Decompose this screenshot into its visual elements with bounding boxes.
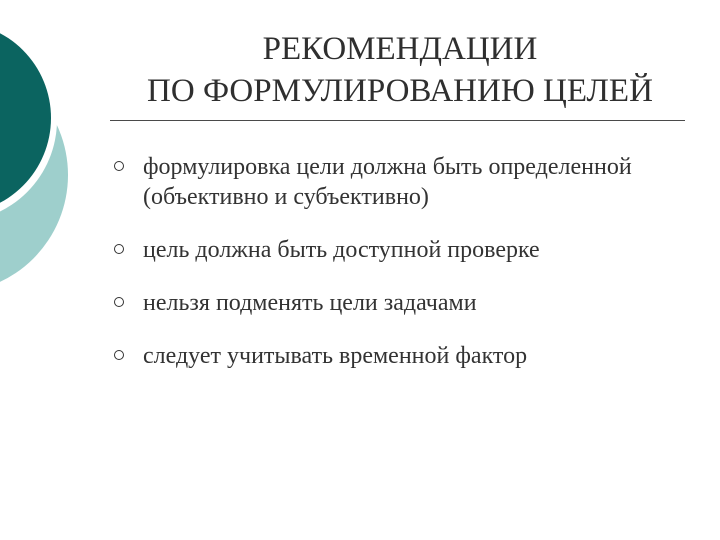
slide-title [110, 28, 690, 112]
hollow-circle-bullet-icon [114, 161, 124, 171]
bullet-text: следует учитывать временной фактор [143, 343, 528, 369]
hollow-circle-bullet-icon [114, 244, 124, 254]
title-divider [110, 120, 685, 121]
bullet-list [110, 152, 700, 390]
bullet-item [110, 288, 700, 318]
decorative-circles [0, 0, 110, 300]
title-line-1: РЕКОМЕНДАЦИИ [262, 31, 538, 67]
bullet-text: формулировка цели должна быть определенной (объективно и субъективно) [143, 154, 632, 210]
hollow-circle-bullet-icon [114, 350, 124, 360]
title-line-2: ПО ФОРМУЛИРОВАНИЮ ЦЕЛЕЙ [147, 73, 653, 109]
bullet-item [110, 341, 700, 371]
bullet-text: нельзя подменять цели задачами [143, 290, 477, 316]
hollow-circle-bullet-icon [114, 297, 124, 307]
bullet-text: цель должна быть доступной проверке [143, 237, 540, 263]
bullet-item [110, 152, 700, 212]
bullet-item [110, 235, 700, 265]
